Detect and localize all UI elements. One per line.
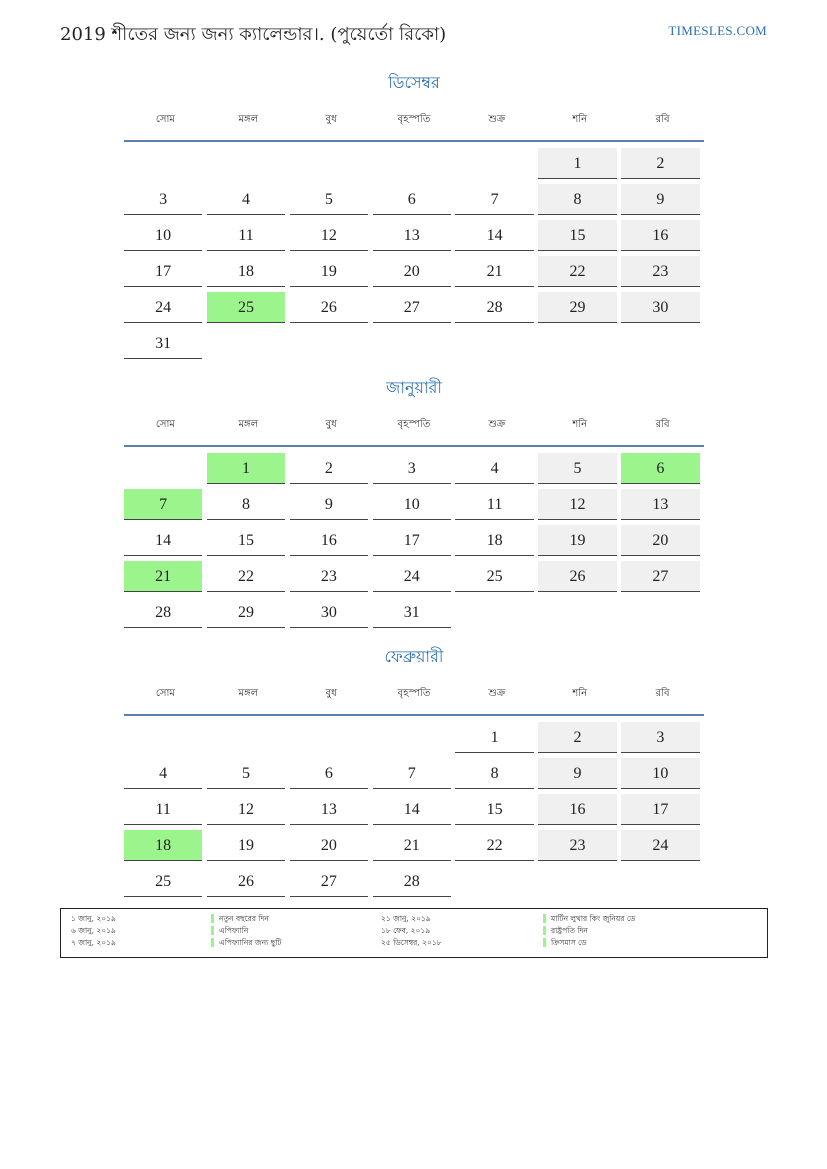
day-cell[interactable]: 3: [621, 722, 699, 753]
empty-cell: [290, 722, 368, 752]
empty-cell: [207, 722, 285, 752]
legend-holiday-name: এপিফ্যানির জন্য ছুটি: [219, 938, 282, 947]
day-cell[interactable]: 9: [621, 184, 699, 215]
empty-cell: [455, 866, 533, 896]
day-cell[interactable]: 12: [538, 489, 616, 520]
day-cell[interactable]: 27: [621, 561, 699, 592]
week-row: [124, 792, 704, 828]
weekday-label: শুক্র: [488, 114, 506, 125]
day-cell[interactable]: 8: [538, 184, 616, 215]
week-row: [124, 218, 704, 254]
day-cell[interactable]: 25: [455, 561, 533, 592]
day-cell[interactable]: 26: [290, 292, 368, 323]
empty-cell: [455, 328, 533, 358]
legend-color-swatch: [211, 938, 214, 947]
day-grid: [124, 720, 704, 900]
week-row: [124, 720, 704, 756]
legend-holiday-name: নতুন বছরের দিন: [219, 914, 269, 923]
day-cell[interactable]: 4: [207, 184, 285, 215]
day-cell[interactable]: 14: [455, 220, 533, 251]
day-cell[interactable]: 2: [290, 453, 368, 484]
empty-cell: [621, 866, 699, 896]
day-cell[interactable]: 17: [373, 525, 451, 556]
holiday-day-cell[interactable]: 6: [621, 453, 699, 484]
weekday-label: শুক্র: [488, 419, 506, 430]
empty-cell: [373, 328, 451, 358]
week-row: [124, 326, 704, 362]
month-calendar: [124, 644, 704, 900]
weekday-label: মঙ্গল: [238, 114, 259, 125]
day-cell[interactable]: 6: [373, 184, 451, 215]
day-cell[interactable]: 14: [124, 525, 202, 556]
weekday-label: শনি: [572, 419, 588, 430]
weekday-label: মঙ্গল: [238, 688, 259, 699]
day-cell[interactable]: 24: [124, 292, 202, 323]
legend-color-swatch: [211, 914, 214, 923]
day-cell[interactable]: 10: [621, 758, 699, 789]
day-cell[interactable]: 25: [124, 866, 202, 897]
day-cell[interactable]: 28: [455, 292, 533, 323]
day-cell[interactable]: 11: [124, 794, 202, 825]
day-cell[interactable]: 30: [621, 292, 699, 323]
legend-date: ২৫ ডিসেম্বর, ২০১৮: [381, 938, 442, 947]
day-cell[interactable]: 16: [290, 525, 368, 556]
day-cell[interactable]: 13: [290, 794, 368, 825]
day-cell[interactable]: 4: [455, 453, 533, 484]
month-calendar: [124, 375, 704, 631]
day-cell[interactable]: 20: [290, 830, 368, 861]
day-cell[interactable]: 8: [455, 758, 533, 789]
holiday-legend: [60, 908, 768, 958]
weekday-label: শনি: [572, 688, 588, 699]
empty-cell: [455, 148, 533, 178]
empty-cell: [290, 328, 368, 358]
weekday-header: [124, 112, 704, 142]
day-cell[interactable]: 16: [538, 794, 616, 825]
legend-date: ১ জানু, ২০১৯: [71, 914, 116, 923]
weekday-label: সোম: [155, 688, 175, 699]
empty-cell: [455, 597, 533, 627]
weekday-label: বৃহস্পতি: [397, 114, 431, 125]
day-cell[interactable]: 27: [290, 866, 368, 897]
day-cell[interactable]: 19: [538, 525, 616, 556]
day-cell[interactable]: 10: [124, 220, 202, 251]
empty-cell: [538, 597, 616, 627]
day-cell[interactable]: 28: [124, 597, 202, 628]
weekday-label: বুধ: [325, 419, 337, 430]
legend-color-swatch: [543, 914, 546, 923]
day-cell[interactable]: 26: [538, 561, 616, 592]
legend-date: ২১ জানু, ২০১৯: [381, 914, 431, 923]
day-cell[interactable]: 9: [538, 758, 616, 789]
day-cell[interactable]: 27: [373, 292, 451, 323]
week-row: [124, 864, 704, 900]
day-cell[interactable]: 1: [538, 148, 616, 179]
day-cell[interactable]: 30: [290, 597, 368, 628]
week-row: [124, 595, 704, 631]
day-cell[interactable]: 3: [373, 453, 451, 484]
day-cell[interactable]: 22: [538, 256, 616, 287]
day-cell[interactable]: 19: [290, 256, 368, 287]
day-cell[interactable]: 16: [621, 220, 699, 251]
week-row: [124, 182, 704, 218]
day-cell[interactable]: 7: [373, 758, 451, 789]
day-cell[interactable]: 21: [455, 256, 533, 287]
empty-cell: [621, 597, 699, 627]
weekday-header: [124, 686, 704, 716]
empty-cell: [207, 148, 285, 178]
day-cell[interactable]: 24: [621, 830, 699, 861]
day-cell[interactable]: 8: [207, 489, 285, 520]
empty-cell: [621, 328, 699, 358]
day-cell[interactable]: 17: [621, 794, 699, 825]
empty-cell: [373, 722, 451, 752]
week-row: [124, 290, 704, 326]
legend-holiday-name: এপিফ্যানি: [219, 926, 249, 935]
holiday-day-cell[interactable]: 25: [207, 292, 285, 323]
day-cell[interactable]: 11: [455, 489, 533, 520]
weekday-label: মঙ্গল: [238, 419, 259, 430]
legend-color-swatch: [543, 926, 546, 935]
day-cell[interactable]: 18: [207, 256, 285, 287]
day-cell[interactable]: 19: [207, 830, 285, 861]
legend-color-swatch: [211, 926, 214, 935]
month-name: ডিসেম্বর: [388, 73, 440, 92]
day-cell[interactable]: 24: [373, 561, 451, 592]
day-cell[interactable]: 1: [455, 722, 533, 753]
legend-holiday-name: মার্টিন লুথার কিং জুনিয়র ডে: [551, 914, 636, 923]
day-cell[interactable]: 17: [124, 256, 202, 287]
weekday-header: [124, 417, 704, 447]
weekday-label: সোম: [155, 419, 175, 430]
day-cell[interactable]: 5: [290, 184, 368, 215]
day-cell[interactable]: 21: [373, 830, 451, 861]
day-cell[interactable]: 23: [290, 561, 368, 592]
day-cell[interactable]: 31: [373, 597, 451, 628]
weekday-label: সোম: [155, 114, 175, 125]
day-cell[interactable]: 29: [538, 292, 616, 323]
day-cell[interactable]: 15: [538, 220, 616, 251]
empty-cell: [290, 148, 368, 178]
day-cell[interactable]: 20: [621, 525, 699, 556]
week-row: [124, 756, 704, 792]
week-row: [124, 451, 704, 487]
empty-cell: [207, 328, 285, 358]
day-cell[interactable]: 5: [207, 758, 285, 789]
weekday-label: শুক্র: [488, 688, 506, 699]
weekday-label: বৃহস্পতি: [397, 688, 431, 699]
week-row: [124, 559, 704, 595]
week-row: [124, 828, 704, 864]
week-row: [124, 523, 704, 559]
day-cell[interactable]: 12: [290, 220, 368, 251]
holiday-day-cell[interactable]: 1: [207, 453, 285, 484]
week-row: [124, 254, 704, 290]
empty-cell: [124, 722, 202, 752]
day-cell[interactable]: 23: [621, 256, 699, 287]
week-row: [124, 146, 704, 182]
month-name: জানুয়ারী: [386, 378, 442, 397]
day-cell[interactable]: 4: [124, 758, 202, 789]
empty-cell: [124, 148, 202, 178]
day-cell[interactable]: 23: [538, 830, 616, 861]
holiday-day-cell[interactable]: 18: [124, 830, 202, 861]
site-logo[interactable]: TIMESLES.COM: [668, 23, 767, 38]
holiday-day-cell[interactable]: 7: [124, 489, 202, 520]
day-cell[interactable]: 26: [207, 866, 285, 897]
empty-cell: [124, 453, 202, 483]
day-cell[interactable]: 13: [373, 220, 451, 251]
day-cell[interactable]: 22: [207, 561, 285, 592]
day-cell[interactable]: 9: [290, 489, 368, 520]
day-cell[interactable]: 12: [207, 794, 285, 825]
weekday-label: বুধ: [325, 114, 337, 125]
day-cell[interactable]: 7: [455, 184, 533, 215]
holiday-day-cell[interactable]: 21: [124, 561, 202, 592]
day-cell[interactable]: 2: [621, 148, 699, 179]
weekday-label: বৃহস্পতি: [397, 419, 431, 430]
day-cell[interactable]: 22: [455, 830, 533, 861]
weekday-label: রবি: [655, 114, 670, 125]
month-name: ফেব্রুয়ারী: [384, 647, 444, 666]
weekday-label: শনি: [572, 114, 588, 125]
day-cell[interactable]: 3: [124, 184, 202, 215]
weekday-label: রবি: [655, 688, 670, 699]
legend-holiday-name: রাষ্ট্রপতি দিন: [551, 926, 588, 935]
legend-holiday-name: ক্রিসমাস ডে: [551, 938, 587, 947]
month-calendar: [124, 70, 704, 362]
week-row: [124, 487, 704, 523]
day-grid: [124, 451, 704, 631]
day-cell[interactable]: 5: [538, 453, 616, 484]
empty-cell: [538, 328, 616, 358]
day-cell[interactable]: 15: [207, 525, 285, 556]
day-cell[interactable]: 29: [207, 597, 285, 628]
day-cell[interactable]: 15: [455, 794, 533, 825]
legend-color-swatch: [543, 938, 546, 947]
day-cell[interactable]: 10: [373, 489, 451, 520]
day-cell[interactable]: 11: [207, 220, 285, 251]
legend-date: ৬ জানু, ২০১৯: [71, 926, 116, 935]
legend-date: ৭ জানু, ২০১৯: [71, 938, 116, 947]
empty-cell: [373, 148, 451, 178]
day-grid: [124, 146, 704, 362]
day-cell[interactable]: 18: [455, 525, 533, 556]
day-cell[interactable]: 31: [124, 328, 202, 359]
day-cell[interactable]: 6: [290, 758, 368, 789]
day-cell[interactable]: 14: [373, 794, 451, 825]
weekday-label: বুধ: [325, 688, 337, 699]
day-cell[interactable]: 13: [621, 489, 699, 520]
legend-date: ১৮ ফেব, ২০১৯: [381, 926, 431, 935]
day-cell[interactable]: 20: [373, 256, 451, 287]
page-title: 2019 শীতের জন্য জন্য ক্যালেন্ডার।. (পুয়ের্তো রিকো): [60, 24, 447, 45]
weekday-label: রবি: [655, 419, 670, 430]
day-cell[interactable]: 2: [538, 722, 616, 753]
empty-cell: [538, 866, 616, 896]
day-cell[interactable]: 28: [373, 866, 451, 897]
